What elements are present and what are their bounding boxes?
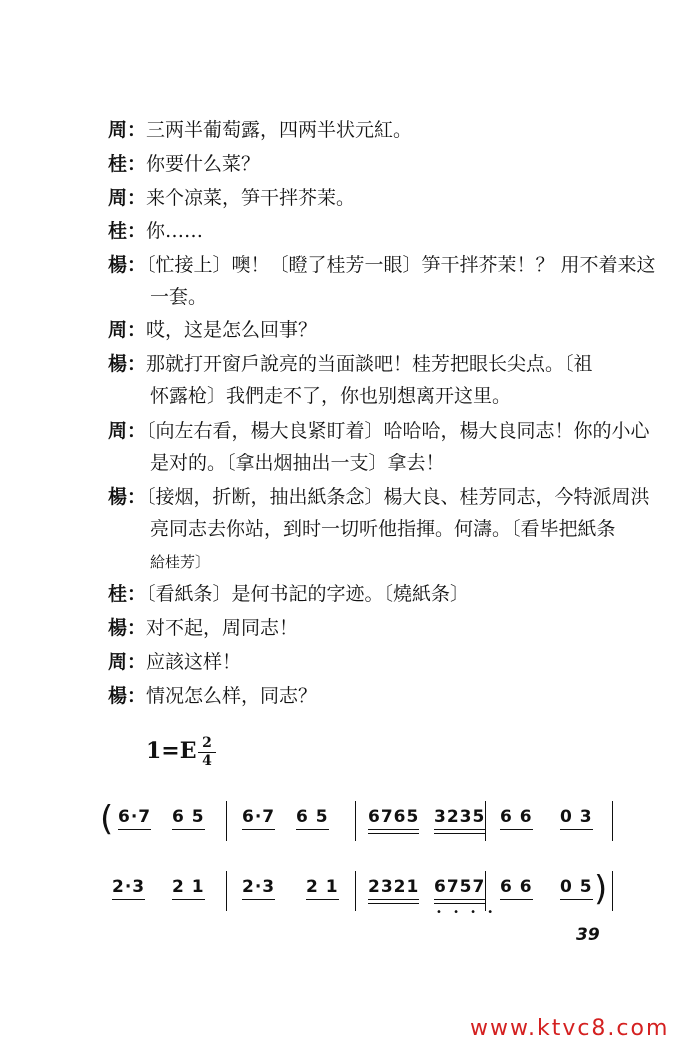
- bar-line: [485, 801, 486, 841]
- score-note: 6 5: [296, 807, 329, 830]
- bar-line: [612, 871, 613, 911]
- watermark: www.ktvc8.com: [470, 1016, 670, 1041]
- page-number: 39: [576, 925, 600, 945]
- dialogue-line: 一套。: [150, 286, 208, 308]
- score-row-2: [100, 869, 630, 923]
- time-signature: [198, 736, 216, 769]
- dialogue-line: 桂：你要什么菜？: [108, 153, 261, 175]
- score-note: 2 1: [306, 877, 339, 900]
- bar-line: [355, 871, 356, 911]
- dialogue-line: 楊：那就打开窗戶說亮的当面談吧！桂芳把眼长尖点。〔祖: [108, 353, 593, 375]
- dialogue-line: 楊：情况怎么样，同志？: [108, 685, 318, 707]
- score-note: 0 5: [560, 877, 593, 900]
- score-note: 6·7: [118, 807, 151, 830]
- meter-top: 2: [202, 735, 212, 751]
- dialogue-line: 楊：〔接烟，折断，抽出紙条念〕楊大良、桂芳同志，今特派周洪: [108, 486, 650, 508]
- score-note: 2·3: [112, 877, 145, 900]
- dialogue-line: 周：应該这样！: [108, 651, 242, 673]
- dialogue-line: 是对的。〔拿出烟抽出一支〕拿去！: [150, 452, 445, 474]
- score-note: 3235: [434, 807, 485, 834]
- score-note: 6 6: [500, 877, 533, 900]
- bar-line: [355, 801, 356, 841]
- score-note: 6 6: [500, 807, 533, 830]
- bar-line: [226, 801, 227, 841]
- score-note: 2·3: [242, 877, 275, 900]
- score-note: 6757: [434, 877, 485, 904]
- dialogue-line: 亮同志去你站，到时一切听他指揮。何濤。〔看毕把紙条: [150, 518, 616, 540]
- score-note: 6765: [368, 807, 419, 834]
- meter-bottom: 4: [202, 753, 212, 769]
- dialogue-line: 周：〔向左右看，楊大良紧盯着〕哈哈哈，楊大良同志！你的小心: [108, 420, 650, 442]
- score-close-paren: ): [594, 869, 608, 909]
- score-note: 2 1: [172, 877, 205, 900]
- dialogue-line: 周：三两半葡萄露，四两半状元紅。: [108, 119, 413, 141]
- score-row-1: [100, 799, 630, 853]
- dialogue-line: 怀露枪〕我們走不了，你也别想离开这里。: [150, 385, 512, 407]
- dialogue-line: 周：哎，这是怎么回事？: [108, 319, 318, 341]
- dialogue-line: 桂：你……: [108, 220, 204, 242]
- bar-line: [612, 801, 613, 841]
- dialogue-line: 給桂芳〕: [150, 553, 211, 571]
- score-note: 0 3: [560, 807, 593, 830]
- low-octave-dots: • • • •: [436, 907, 498, 918]
- dialogue-line: 楊：〔忙接上〕噢！〔瞪了桂芳一眼〕笋干拌芥茉！？ 用不着来这: [108, 254, 656, 276]
- bar-line: [226, 871, 227, 911]
- score-note: 2321: [368, 877, 419, 904]
- bar-line: [485, 871, 486, 911]
- score-open-paren: (: [100, 799, 114, 839]
- score-note: 6 5: [172, 807, 205, 830]
- score-note: 6·7: [242, 807, 275, 830]
- dialogue-line: 桂：〔看紙条〕是何书記的字迹。〔燒紙条〕: [108, 583, 470, 605]
- dialogue-line: 楊：对不起，周同志！: [108, 617, 299, 639]
- dialogue-line: 周：来个凉菜，笋干拌芥茉。: [108, 187, 356, 209]
- key-signature: 1=E: [146, 738, 197, 764]
